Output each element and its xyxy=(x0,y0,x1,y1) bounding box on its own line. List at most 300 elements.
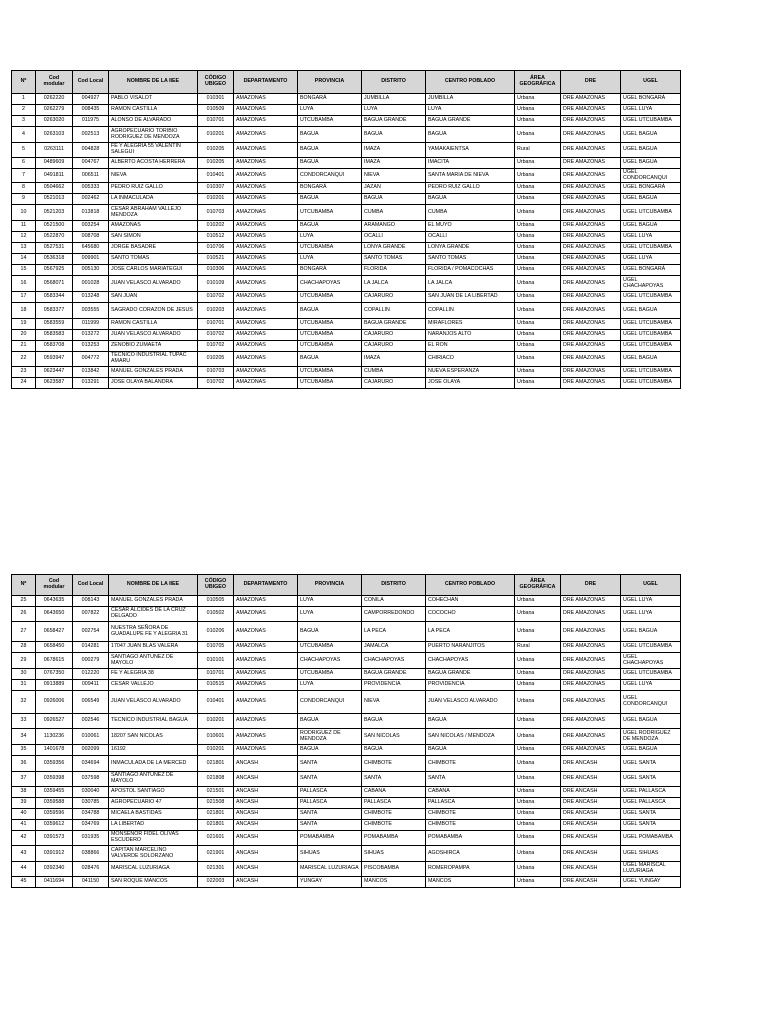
cell-departamento: AMAZONAS xyxy=(234,169,298,183)
table-row xyxy=(12,798,681,809)
cell-nombre-iiee: ALONSO DE ALVARADO xyxy=(109,116,198,127)
cell-ugel: UGEL BAGUA xyxy=(621,194,681,205)
cell-distrito: POMABAMBA xyxy=(362,831,426,846)
cell-centro-poblado: SAN JUAN DE LA LIBERTAD xyxy=(426,292,515,303)
cell-distrito: SIHUAS xyxy=(362,846,426,862)
cell-provincia: BAGUA xyxy=(298,622,362,642)
cell-num: 32 xyxy=(12,691,36,714)
table-row xyxy=(12,745,681,756)
cell-area-geografica: Urbana xyxy=(515,303,561,319)
cell-nombre-iiee: RAMON CASTILLA xyxy=(109,105,198,116)
cell-cod-modular: 0521203 xyxy=(36,205,73,221)
cell-provincia: PALLASCA xyxy=(298,787,362,798)
cell-centro-poblado: JOSE OLAYA xyxy=(426,378,515,389)
cell-cod-modular: 0522870 xyxy=(36,232,73,243)
cell-num: 20 xyxy=(12,330,36,341)
cell-departamento: ANCASH xyxy=(234,862,298,877)
cell-area-geografica: Urbana xyxy=(515,745,561,756)
cell-area-geografica: Urbana xyxy=(515,276,561,292)
table-row xyxy=(12,714,681,729)
cell-ugel: UGEL BAGUA xyxy=(621,622,681,642)
cell-nombre-iiee: RAMON CASTILLA xyxy=(109,319,198,330)
cell-ugel: UGEL UTCUBAMBA xyxy=(621,243,681,254)
cell-cod-local: 011975 xyxy=(73,116,109,127)
cell-codigo-ubigeo: 010401 xyxy=(198,169,234,183)
cell-ugel: UGEL UTCUBAMBA xyxy=(621,116,681,127)
cell-provincia: UTCUBAMBA xyxy=(298,367,362,378)
cell-cod-modular: 0678615 xyxy=(36,653,73,669)
cell-departamento: AMAZONAS xyxy=(234,105,298,116)
cell-cod-local: 002754 xyxy=(73,622,109,642)
table-row xyxy=(12,378,681,389)
cell-cod-modular: 0392340 xyxy=(36,862,73,877)
cell-distrito: NIEVA xyxy=(362,169,426,183)
cell-provincia: BONGARÁ xyxy=(298,183,362,194)
cell-nombre-iiee: TECNICO INDUSTRIAL BAGUA xyxy=(109,714,198,729)
cell-nombre-iiee: NIEVA xyxy=(109,169,198,183)
cell-cod-modular: 0489609 xyxy=(36,158,73,169)
cell-cod-modular: 0643635 xyxy=(36,596,73,607)
cell-num: 22 xyxy=(12,352,36,367)
cell-departamento: AMAZONAS xyxy=(234,194,298,205)
cell-codigo-ubigeo: 021801 xyxy=(198,820,234,831)
cell-cod-local: 037598 xyxy=(73,772,109,787)
cell-codigo-ubigeo: 021801 xyxy=(198,756,234,772)
table-row xyxy=(12,169,681,183)
cell-centro-poblado: LONYA GRANDE xyxy=(426,243,515,254)
table-row xyxy=(12,319,681,330)
cell-provincia: SIHUAS xyxy=(298,846,362,862)
cell-cod-modular: 0583344 xyxy=(36,292,73,303)
table-row xyxy=(12,341,681,352)
cell-num: 1 xyxy=(12,94,36,105)
cell-nombre-iiee: SANTIAGO ANTUNEZ DE MAYOLO xyxy=(109,653,198,669)
cell-num: 34 xyxy=(12,729,36,745)
table-row xyxy=(12,691,681,714)
cell-codigo-ubigeo: 010706 xyxy=(198,243,234,254)
cell-dre: DRE AMAZONAS xyxy=(561,691,621,714)
cell-nombre-iiee: SAN ROQUE MANCOS xyxy=(109,877,198,888)
cell-codigo-ubigeo: 010702 xyxy=(198,292,234,303)
cell-codigo-ubigeo: 010401 xyxy=(198,691,234,714)
cell-area-geografica: Urbana xyxy=(515,846,561,862)
header-nombre-iiee: NOMBRE DE LA IIEE xyxy=(109,575,198,596)
cell-area-geografica: Urbana xyxy=(515,183,561,194)
cell-nombre-iiee: CESAR VALLEJO xyxy=(109,680,198,691)
cell-provincia: SANTA xyxy=(298,809,362,820)
header-ugel: UGEL xyxy=(621,575,681,596)
cell-distrito: NIEVA xyxy=(362,691,426,714)
cell-cod-modular: 0593947 xyxy=(36,352,73,367)
cell-num: 42 xyxy=(12,831,36,846)
table-row xyxy=(12,809,681,820)
cell-centro-poblado: PEDRO RUIZ GALLO xyxy=(426,183,515,194)
cell-dre: DRE AMAZONAS xyxy=(561,669,621,680)
cell-centro-poblado: MIRAFLORES xyxy=(426,319,515,330)
cell-cod-modular: 0359588 xyxy=(36,798,73,809)
cell-cod-modular: 0583708 xyxy=(36,341,73,352)
cell-cod-local: 000279 xyxy=(73,653,109,669)
cell-provincia: UTCUBAMBA xyxy=(298,116,362,127)
cell-cod-local: 008143 xyxy=(73,596,109,607)
cell-cod-local: 038866 xyxy=(73,846,109,862)
cell-distrito: BAGUA xyxy=(362,745,426,756)
cell-departamento: AMAZONAS xyxy=(234,232,298,243)
cell-departamento: AMAZONAS xyxy=(234,183,298,194)
cell-nombre-iiee: SAN JUAN xyxy=(109,292,198,303)
cell-area-geografica: Urbana xyxy=(515,169,561,183)
table-row xyxy=(12,352,681,367)
cell-cod-modular: 0411694 xyxy=(36,877,73,888)
cell-ugel: UGEL UTCUBAMBA xyxy=(621,292,681,303)
cell-departamento: AMAZONAS xyxy=(234,319,298,330)
cell-ugel: UGEL BAGUA xyxy=(621,303,681,319)
cell-cod-local: 645680 xyxy=(73,243,109,254)
cell-dre: DRE AMAZONAS xyxy=(561,378,621,389)
cell-codigo-ubigeo: 021801 xyxy=(198,809,234,820)
cell-departamento: ANCASH xyxy=(234,846,298,862)
cell-nombre-iiee: AGROPECUARIO 47 xyxy=(109,798,198,809)
cell-dre: DRE ANCASH xyxy=(561,756,621,772)
cell-num: 18 xyxy=(12,303,36,319)
cell-area-geografica: Urbana xyxy=(515,756,561,772)
cell-dre: DRE AMAZONAS xyxy=(561,653,621,669)
cell-distrito: IMAZA xyxy=(362,352,426,367)
cell-cod-local: 034788 xyxy=(73,809,109,820)
cell-ugel: UGEL CHACHAPOYAS xyxy=(621,276,681,292)
cell-provincia: LUYA xyxy=(298,607,362,622)
cell-ugel: UGEL UTCUBAMBA xyxy=(621,319,681,330)
cell-departamento: AMAZONAS xyxy=(234,330,298,341)
cell-area-geografica: Urbana xyxy=(515,158,561,169)
cell-area-geografica: Urbana xyxy=(515,680,561,691)
cell-cod-local: 008708 xyxy=(73,232,109,243)
cell-centro-poblado: CHIRIACO xyxy=(426,352,515,367)
cell-num: 21 xyxy=(12,341,36,352)
cell-departamento: AMAZONAS xyxy=(234,669,298,680)
cell-codigo-ubigeo: 010703 xyxy=(198,205,234,221)
table-row xyxy=(12,772,681,787)
cell-ugel: UGEL BONGARÁ xyxy=(621,94,681,105)
cell-ugel: UGEL BAGUA xyxy=(621,714,681,729)
cell-nombre-iiee: JOSE OLAYA BALANDRA xyxy=(109,378,198,389)
cell-codigo-ubigeo: 010109 xyxy=(198,276,234,292)
cell-centro-poblado: LA PECA xyxy=(426,622,515,642)
cell-cod-modular: 0391573 xyxy=(36,831,73,846)
cell-num: 29 xyxy=(12,653,36,669)
cell-distrito: JAZAN xyxy=(362,183,426,194)
cell-nombre-iiee: SAN SIMON xyxy=(109,232,198,243)
cell-nombre-iiee: JORGE BASADRE xyxy=(109,243,198,254)
cell-num: 14 xyxy=(12,254,36,265)
cell-codigo-ubigeo: 021301 xyxy=(198,862,234,877)
cell-area-geografica: Urbana xyxy=(515,194,561,205)
cell-departamento: AMAZONAS xyxy=(234,94,298,105)
header-num: Nº xyxy=(12,71,36,94)
cell-cod-local: 014281 xyxy=(73,642,109,653)
cell-departamento: AMAZONAS xyxy=(234,158,298,169)
cell-codigo-ubigeo: 010205 xyxy=(198,158,234,169)
cell-distrito: LONYA GRANDE xyxy=(362,243,426,254)
cell-area-geografica: Urbana xyxy=(515,205,561,221)
cell-dre: DRE ANCASH xyxy=(561,862,621,877)
table-body xyxy=(12,596,681,888)
schools-table-page-2 xyxy=(11,574,681,888)
cell-cod-modular: 0583377 xyxy=(36,303,73,319)
cell-centro-poblado: COPALLIN xyxy=(426,303,515,319)
cell-departamento: AMAZONAS xyxy=(234,265,298,276)
cell-centro-poblado: CHIMBOTE xyxy=(426,756,515,772)
cell-departamento: ANCASH xyxy=(234,809,298,820)
cell-nombre-iiee: MONSEÑOR FIDEL OLIVAS ESCUDERO xyxy=(109,831,198,846)
cell-num: 30 xyxy=(12,669,36,680)
cell-area-geografica: Urbana xyxy=(515,691,561,714)
cell-cod-local: 013272 xyxy=(73,330,109,341)
cell-cod-modular: 0504662 xyxy=(36,183,73,194)
cell-area-geografica: Urbana xyxy=(515,243,561,254)
header-departamento: DEPARTAMENTO xyxy=(234,575,298,596)
cell-distrito: CABANA xyxy=(362,787,426,798)
cell-cod-local: 007822 xyxy=(73,607,109,622)
cell-cod-modular: 0391912 xyxy=(36,846,73,862)
cell-area-geografica: Rural xyxy=(515,642,561,653)
cell-provincia: POMABAMBA xyxy=(298,831,362,846)
cell-cod-modular: 0926527 xyxy=(36,714,73,729)
cell-cod-modular: 0658450 xyxy=(36,642,73,653)
cell-centro-poblado: LUYA xyxy=(426,105,515,116)
header-codigo-ubigeo: CÓDIGO UBIGEO xyxy=(198,71,234,94)
cell-provincia: BAGUA xyxy=(298,352,362,367)
cell-ugel: UGEL BAGUA xyxy=(621,158,681,169)
cell-centro-poblado: SANTA xyxy=(426,772,515,787)
cell-cod-local: 002099 xyxy=(73,745,109,756)
cell-provincia: BAGUA xyxy=(298,127,362,143)
cell-area-geografica: Urbana xyxy=(515,232,561,243)
cell-nombre-iiee: LA LIBERTAD xyxy=(109,820,198,831)
cell-nombre-iiee: AGROPECUARIO TORIBIO RODRIGUEZ DE MENDOZA xyxy=(109,127,198,143)
cell-area-geografica: Urbana xyxy=(515,787,561,798)
cell-cod-local: 011999 xyxy=(73,319,109,330)
cell-codigo-ubigeo: 010202 xyxy=(198,221,234,232)
cell-distrito: CHIMBOTE xyxy=(362,756,426,772)
cell-dre: DRE ANCASH xyxy=(561,798,621,809)
table-row xyxy=(12,862,681,877)
cell-provincia: BAGUA xyxy=(298,143,362,158)
cell-centro-poblado: ROMEROPAMPA xyxy=(426,862,515,877)
cell-codigo-ubigeo: 010201 xyxy=(198,745,234,756)
header-provincia: PROVINCIA xyxy=(298,575,362,596)
cell-codigo-ubigeo: 010512 xyxy=(198,232,234,243)
header-cod-local: Cod Local xyxy=(73,575,109,596)
cell-centro-poblado: EL MUYO xyxy=(426,221,515,232)
cell-centro-poblado: CHACHAPOYAS xyxy=(426,653,515,669)
cell-dre: DRE AMAZONAS xyxy=(561,221,621,232)
table-row xyxy=(12,127,681,143)
cell-provincia: LUYA xyxy=(298,254,362,265)
cell-num: 19 xyxy=(12,319,36,330)
cell-distrito: IMAZA xyxy=(362,143,426,158)
cell-ugel: UGEL SIHUAS xyxy=(621,846,681,862)
cell-centro-poblado: JUMBILLA xyxy=(426,94,515,105)
cell-cod-modular: 0527531 xyxy=(36,243,73,254)
cell-provincia: UTCUBAMBA xyxy=(298,669,362,680)
cell-cod-modular: 0658427 xyxy=(36,622,73,642)
cell-centro-poblado: CHIMBOTE xyxy=(426,809,515,820)
cell-provincia: BAGUA xyxy=(298,158,362,169)
cell-cod-modular: 0263020 xyxy=(36,116,73,127)
cell-distrito: BAGUA GRANDE xyxy=(362,669,426,680)
cell-ugel: UGEL BAGUA xyxy=(621,143,681,158)
cell-distrito: CUMBA xyxy=(362,205,426,221)
cell-distrito: BAGUA xyxy=(362,127,426,143)
cell-provincia: CHACHAPOYAS xyxy=(298,653,362,669)
cell-num: 36 xyxy=(12,756,36,772)
cell-distrito: SAN NICOLAS xyxy=(362,729,426,745)
table-row xyxy=(12,143,681,158)
cell-num: 31 xyxy=(12,680,36,691)
cell-dre: DRE AMAZONAS xyxy=(561,330,621,341)
cell-ugel: UGEL BAGUA xyxy=(621,221,681,232)
table-row xyxy=(12,729,681,745)
cell-cod-modular: 0583559 xyxy=(36,319,73,330)
cell-cod-local: 034694 xyxy=(73,756,109,772)
cell-ugel: UGEL LUYA xyxy=(621,105,681,116)
cell-dre: DRE AMAZONAS xyxy=(561,194,621,205)
cell-num: 43 xyxy=(12,846,36,862)
cell-num: 4 xyxy=(12,127,36,143)
table-row xyxy=(12,221,681,232)
cell-distrito: CAJARURO xyxy=(362,292,426,303)
cell-cod-local: 004927 xyxy=(73,94,109,105)
cell-dre: DRE AMAZONAS xyxy=(561,367,621,378)
cell-nombre-iiee: MANUEL GONZALES PRADA xyxy=(109,367,198,378)
cell-area-geografica: Urbana xyxy=(515,127,561,143)
cell-num: 9 xyxy=(12,194,36,205)
cell-ugel: UGEL BONGARÁ xyxy=(621,183,681,194)
cell-departamento: ANCASH xyxy=(234,877,298,888)
cell-cod-local: 006549 xyxy=(73,691,109,714)
cell-distrito: SANTA xyxy=(362,772,426,787)
cell-provincia: UTCUBAMBA xyxy=(298,378,362,389)
cell-area-geografica: Urbana xyxy=(515,105,561,116)
cell-codigo-ubigeo: 021501 xyxy=(198,787,234,798)
cell-provincia: UTCUBAMBA xyxy=(298,642,362,653)
cell-nombre-iiee: MANUEL GONZALES PRADA xyxy=(109,596,198,607)
cell-provincia: BONGARÁ xyxy=(298,265,362,276)
cell-nombre-iiee: MICAELA BASTIDAS xyxy=(109,809,198,820)
cell-dre: DRE AMAZONAS xyxy=(561,265,621,276)
cell-departamento: ANCASH xyxy=(234,772,298,787)
header-codigo-ubigeo: CÓDIGO UBIGEO xyxy=(198,575,234,596)
table-row xyxy=(12,607,681,622)
cell-distrito: CAMPORREDONDO xyxy=(362,607,426,622)
cell-cod-modular: 0263103 xyxy=(36,127,73,143)
cell-provincia: UTCUBAMBA xyxy=(298,341,362,352)
cell-dre: DRE AMAZONAS xyxy=(561,352,621,367)
cell-nombre-iiee: JUAN VELASCO ALVARADO xyxy=(109,330,198,341)
cell-distrito: CAJARURO xyxy=(362,330,426,341)
cell-num: 27 xyxy=(12,622,36,642)
cell-distrito: LA JALCA xyxy=(362,276,426,292)
cell-ugel: UGEL YUNGAY xyxy=(621,877,681,888)
table-row xyxy=(12,183,681,194)
cell-ugel: UGEL MARISCAL LUZURIAGA xyxy=(621,862,681,877)
cell-ugel: UGEL LUYA xyxy=(621,232,681,243)
cell-cod-modular: 0359455 xyxy=(36,787,73,798)
cell-area-geografica: Urbana xyxy=(515,607,561,622)
cell-centro-poblado: EL RON xyxy=(426,341,515,352)
cell-nombre-iiee: ZENOBIO ZUMAETA xyxy=(109,341,198,352)
table-row xyxy=(12,787,681,798)
cell-nombre-iiee: AMAZONAS xyxy=(109,221,198,232)
cell-distrito: BAGUA xyxy=(362,714,426,729)
cell-nombre-iiee: JUAN VELASCO ALVARADO xyxy=(109,276,198,292)
cell-distrito: ARAMANGO xyxy=(362,221,426,232)
table-row xyxy=(12,596,681,607)
cell-nombre-iiee: CESAR ALCIDES DE LA CRUZ DELGADO xyxy=(109,607,198,622)
cell-dre: DRE AMAZONAS xyxy=(561,183,621,194)
cell-distrito: COPALLIN xyxy=(362,303,426,319)
cell-departamento: AMAZONAS xyxy=(234,680,298,691)
cell-centro-poblado: CABANA xyxy=(426,787,515,798)
cell-num: 26 xyxy=(12,607,36,622)
cell-distrito: LUYA xyxy=(362,105,426,116)
header-distrito: DISTRITO xyxy=(362,71,426,94)
cell-codigo-ubigeo: 010701 xyxy=(198,116,234,127)
cell-area-geografica: Urbana xyxy=(515,820,561,831)
cell-dre: DRE AMAZONAS xyxy=(561,243,621,254)
cell-ugel: UGEL PALLASCA xyxy=(621,798,681,809)
cell-provincia: BAGUA xyxy=(298,221,362,232)
cell-num: 45 xyxy=(12,877,36,888)
cell-ugel: UGEL BAGUA xyxy=(621,127,681,143)
cell-ugel: UGEL CHACHAPOYAS xyxy=(621,653,681,669)
table-row xyxy=(12,669,681,680)
cell-area-geografica: Urbana xyxy=(515,319,561,330)
cell-distrito: CUMBA xyxy=(362,367,426,378)
cell-centro-poblado: YAMAKAIENTSA xyxy=(426,143,515,158)
cell-cod-modular: 0521500 xyxy=(36,221,73,232)
cell-centro-poblado: NUEVA ESPERANZA xyxy=(426,367,515,378)
cell-nombre-iiee: ALBERTO ACOSTA HERRERA xyxy=(109,158,198,169)
cell-nombre-iiee: 18207 SAN NICOLAS xyxy=(109,729,198,745)
cell-ugel: UGEL LUYA xyxy=(621,254,681,265)
cell-codigo-ubigeo: 021601 xyxy=(198,831,234,846)
table-row xyxy=(12,254,681,265)
header-area-geografica: ÁREA GEOGRÁFICA xyxy=(515,71,561,94)
cell-codigo-ubigeo: 010203 xyxy=(198,303,234,319)
cell-ugel: UGEL POMABAMBA xyxy=(621,831,681,846)
cell-departamento: AMAZONAS xyxy=(234,367,298,378)
cell-num: 17 xyxy=(12,292,36,303)
cell-codigo-ubigeo: 010702 xyxy=(198,378,234,389)
cell-dre: DRE AMAZONAS xyxy=(561,254,621,265)
cell-nombre-iiee: PABLO VISALOT xyxy=(109,94,198,105)
cell-area-geografica: Urbana xyxy=(515,596,561,607)
table-row xyxy=(12,276,681,292)
cell-area-geografica: Urbana xyxy=(515,669,561,680)
cell-centro-poblado: IMACITA xyxy=(426,158,515,169)
cell-num: 25 xyxy=(12,596,36,607)
cell-distrito: BAGUA GRANDE xyxy=(362,116,426,127)
cell-nombre-iiee: JOSE CARLOS MARIATEGUI xyxy=(109,265,198,276)
cell-codigo-ubigeo: 010205 xyxy=(198,143,234,158)
cell-dre: DRE AMAZONAS xyxy=(561,642,621,653)
cell-area-geografica: Urbana xyxy=(515,352,561,367)
cell-codigo-ubigeo: 010701 xyxy=(198,319,234,330)
cell-dre: DRE AMAZONAS xyxy=(561,745,621,756)
cell-distrito: PISCOBAMBA xyxy=(362,862,426,877)
